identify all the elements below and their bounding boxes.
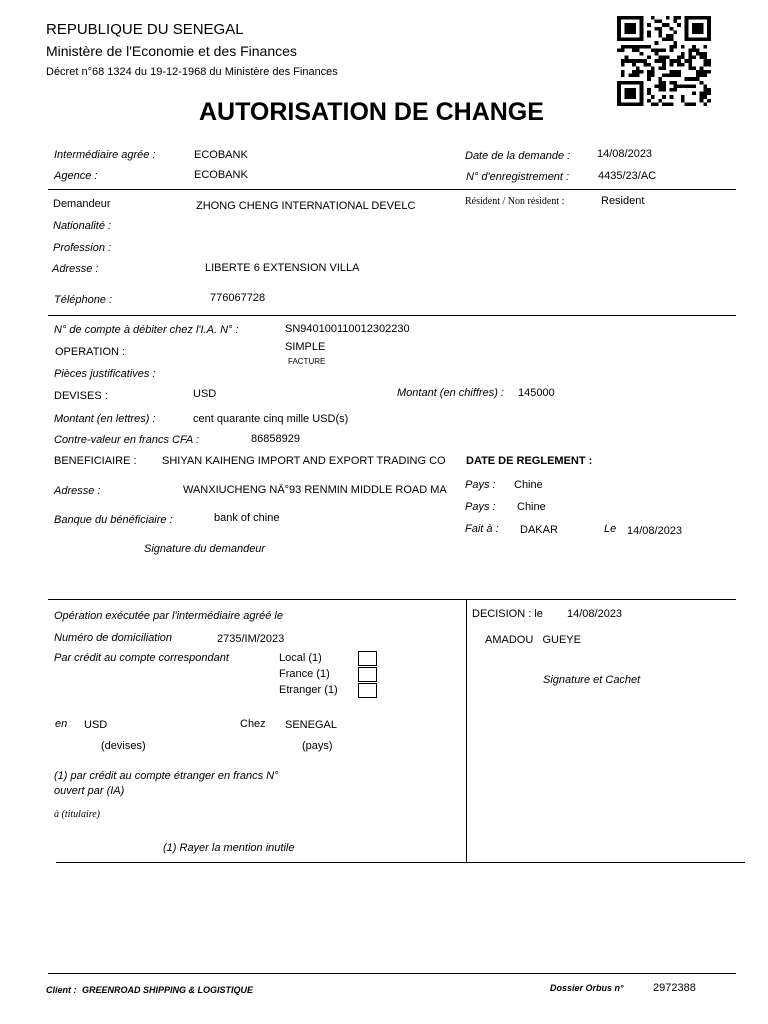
ministry-heading: Ministère de l'Economie et des Finances: [46, 43, 297, 59]
pays2-value: Chine: [517, 501, 546, 513]
adresse-label: Adresse :: [52, 263, 99, 275]
etranger-checkbox[interactable]: [358, 683, 377, 698]
dossier-label: Dossier Orbus n°: [550, 983, 624, 993]
agence-label: Agence :: [54, 170, 98, 182]
ben-adresse-label: Adresse :: [54, 485, 101, 497]
en-value: USD: [84, 719, 108, 731]
date-demande-value: 14/08/2023: [597, 148, 653, 160]
enregistrement-label: N° d'enregistrement :: [466, 171, 570, 183]
profession-label: Profession :: [53, 242, 112, 254]
intermediaire-value: ECOBANK: [194, 149, 248, 161]
pays-caption: (pays): [302, 740, 333, 752]
montant-chiffres-label: Montant (en chiffres) :: [397, 387, 504, 399]
decision-label: DECISION : le: [472, 608, 543, 620]
nationalite-label: Nationalité :: [53, 220, 112, 232]
le-value: 14/08/2023: [627, 525, 683, 537]
montant-lettres-label: Montant (en lettres) :: [54, 413, 156, 425]
resident-value: Resident: [601, 195, 645, 207]
chez-value: SENEGAL: [285, 719, 337, 731]
signature-demandeur: Signature du demandeur: [144, 543, 266, 555]
adresse-value: LIBERTE 6 EXTENSION VILLA: [205, 262, 360, 274]
demandeur-value: ZHONG CHENG INTERNATIONAL DEVELC: [196, 200, 416, 212]
republic-heading: REPUBLIQUE DU SENEGAL: [46, 21, 244, 38]
credit-label: Par crédit au compte correspondant: [54, 652, 229, 664]
telephone-value: 776067728: [210, 292, 266, 304]
demandeur-label: Demandeur: [53, 198, 111, 210]
date-reglement-label: DATE DE REGLEMENT :: [466, 455, 593, 467]
vertical-divider: [466, 600, 467, 862]
pieces-label: Pièces justificatives :: [54, 368, 156, 380]
fait-label: Fait à :: [465, 523, 499, 535]
banque-label: Banque du bénéficiaire :: [54, 514, 173, 526]
agence-value: ECOBANK: [194, 169, 248, 181]
local-checkbox[interactable]: [358, 651, 377, 666]
devises-caption: (devises): [101, 740, 146, 752]
beneficiaire-value: SHIYAN KAIHENG IMPORT AND EXPORT TRADING CO: [162, 455, 446, 467]
pays1-label: Pays :: [465, 479, 496, 491]
client-value: GREENROAD SHIPPING & LOGISTIQUE: [82, 985, 254, 995]
dossier-value: 2972388: [653, 982, 696, 994]
rayer-note: (1) Rayer la mention inutile: [163, 842, 295, 854]
executee-label: Opération exécutée par l'intermédiaire agréé le: [54, 610, 283, 622]
france-checkbox[interactable]: [358, 667, 377, 682]
domiciliation-value: 2735/IM/2023: [217, 633, 285, 645]
fait-value: DAKAR: [520, 524, 558, 536]
date-demande-label: Date de la demande :: [465, 150, 571, 162]
etranger-option: Etranger (1): [279, 684, 338, 696]
compte-label: N° de compte à débiter chez l'I.A. N° :: [54, 324, 239, 336]
credit-etranger-line2: ouvert par (IA): [54, 785, 125, 797]
contre-valeur-value: 86858929: [251, 433, 300, 445]
divider-4: [56, 862, 745, 863]
pays1-value: Chine: [514, 479, 543, 491]
document-title: AUTORISATION DE CHANGE: [199, 98, 544, 126]
banque-value: bank of chine: [214, 512, 280, 524]
compte-value: SN940100110012302230: [285, 323, 410, 335]
divider-3: [48, 599, 736, 600]
telephone-label: Téléphone :: [54, 294, 113, 306]
titulaire-label: à (titulaire): [54, 809, 101, 820]
devises-label: DEVISES :: [54, 390, 108, 402]
divider-2: [48, 315, 736, 316]
operation-label: OPERATION :: [55, 346, 126, 358]
montant-lettres-value: cent quarante cinq mille USD(s): [193, 413, 349, 425]
signature-cachet: Signature et Cachet: [543, 674, 641, 686]
facture-tag: FACTURE: [288, 357, 326, 366]
local-option: Local (1): [279, 652, 322, 664]
footer-divider: [48, 973, 736, 974]
decree-line: Décret n°68 1324 du 19-12-1968 du Ministère des Finances: [46, 66, 338, 78]
pays2-label: Pays :: [465, 501, 496, 513]
decision-name: AMADOU GUEYE: [485, 634, 581, 646]
enregistrement-value: 4435/23/AC: [598, 170, 657, 182]
le-label: Le: [604, 523, 617, 535]
beneficiaire-label: BENEFICIAIRE :: [54, 455, 137, 467]
client-label: Client :: [46, 985, 77, 995]
resident-label: Résident / Non résident :: [465, 196, 565, 207]
contre-valeur-label: Contre-valeur en francs CFA :: [54, 434, 199, 446]
chez-label: Chez: [240, 718, 266, 730]
devises-value: USD: [193, 388, 217, 400]
divider-1: [48, 189, 736, 190]
credit-etranger-line1: (1) par crédit au compte étranger en francs N°: [54, 770, 279, 782]
en-label: en: [55, 718, 68, 730]
france-option: France (1): [279, 668, 330, 680]
domiciliation-label: Numéro de domiciliation: [54, 632, 172, 644]
operation-value: SIMPLE: [285, 341, 326, 353]
intermediaire-label: Intermédiaire agrée :: [54, 149, 156, 161]
qr-code: [617, 16, 711, 106]
ben-adresse-value: WANXIUCHENG NÂ°93 RENMIN MIDDLE ROAD MA: [183, 484, 447, 496]
decision-date: 14/08/2023: [567, 608, 623, 620]
montant-chiffres-value: 145000: [518, 387, 555, 399]
